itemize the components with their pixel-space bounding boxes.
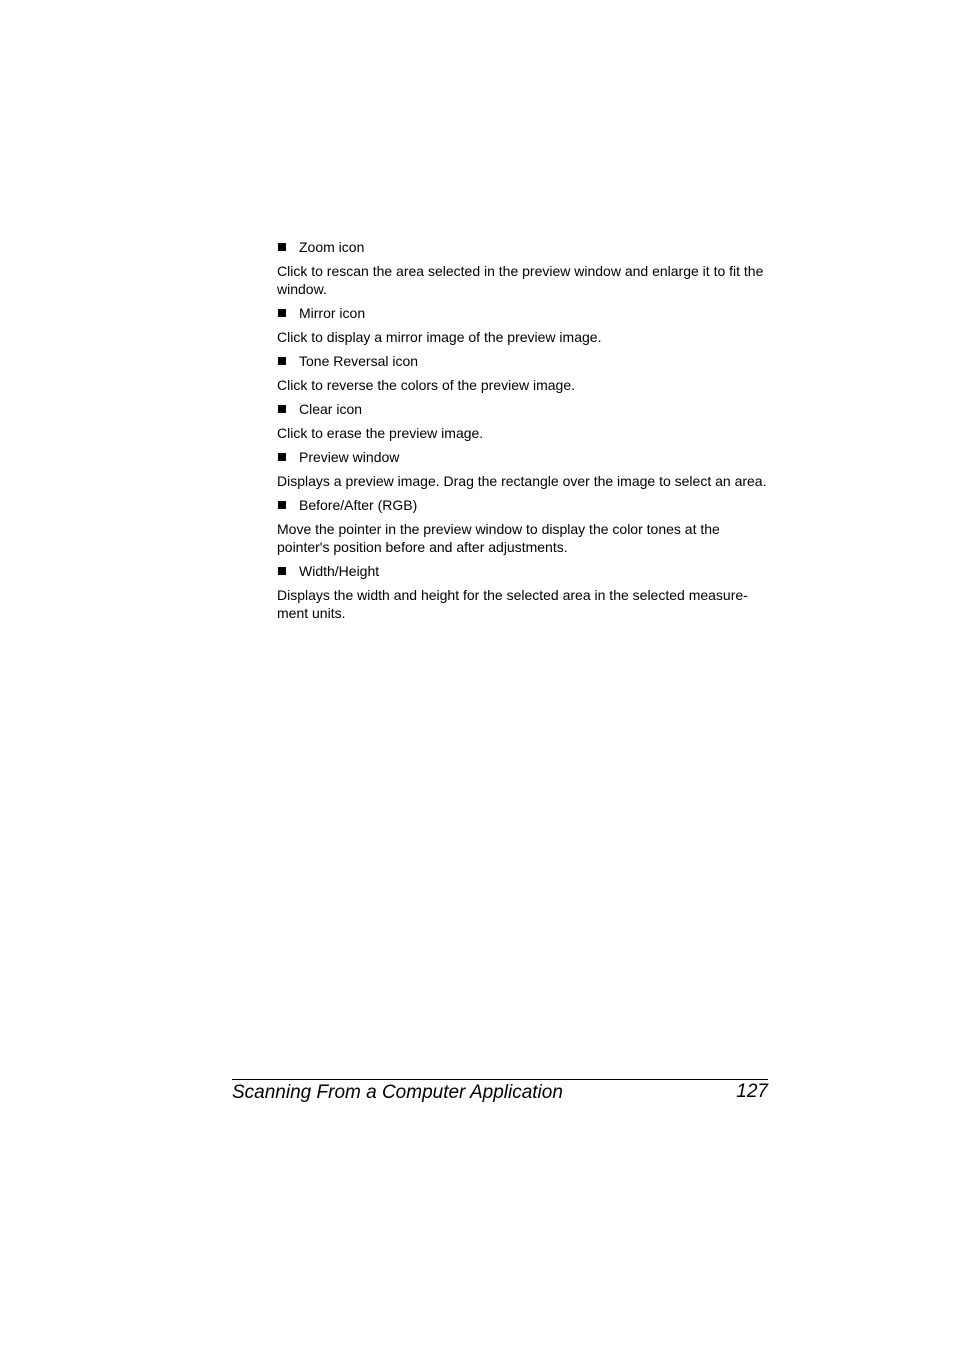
entry-tone-reversal-icon	[277, 352, 767, 394]
entry-title: Preview window	[299, 449, 400, 465]
footer-divider	[232, 1079, 768, 1080]
entry-heading	[277, 496, 767, 514]
entry-title: Before/After (RGB)	[299, 497, 418, 513]
entry-heading	[277, 352, 767, 370]
square-bullet-icon	[278, 243, 286, 251]
entry-description: Click to erase the preview image.	[277, 425, 484, 441]
entry-before-after-rgb	[277, 496, 767, 556]
entry-description: Click to rescan the area selected in the preview window and enlarge it to fit the window.	[277, 263, 764, 297]
entry-title: Tone Reversal icon	[299, 353, 419, 369]
entry-description: Click to reverse the colors of the preview image.	[277, 377, 576, 393]
entry-description: Displays a preview image. Drag the rectangle over the image to select an area.	[277, 473, 767, 489]
entry-description: Click to display a mirror image of the preview image.	[277, 329, 602, 345]
entry-heading	[277, 238, 767, 256]
entry-description: Move the pointer in the preview window to display the color tones at the pointer's position before and after adjustments.	[277, 521, 720, 555]
entry-title: Clear icon	[299, 401, 363, 417]
entry-title: Width/Height	[299, 563, 380, 579]
square-bullet-icon	[278, 501, 286, 509]
entry-heading	[277, 562, 767, 580]
entry-clear-icon	[277, 400, 767, 442]
entry-mirror-icon	[277, 304, 767, 346]
square-bullet-icon	[278, 357, 286, 365]
entry-title: Mirror icon	[299, 305, 366, 321]
square-bullet-icon	[278, 309, 286, 317]
entry-heading	[277, 400, 767, 418]
square-bullet-icon	[278, 453, 286, 461]
entry-preview-window	[277, 448, 767, 490]
entry-heading	[277, 304, 767, 322]
entry-zoom-icon	[277, 238, 767, 298]
page-number: 127	[736, 1081, 768, 1102]
entry-width-height	[277, 562, 767, 622]
entry-title: Zoom icon	[299, 239, 365, 255]
entry-list	[277, 238, 767, 628]
square-bullet-icon	[278, 567, 286, 575]
square-bullet-icon	[278, 405, 286, 413]
entry-heading	[277, 448, 767, 466]
entry-description: Displays the width and height for the selected area in the selected measure-ment units.	[277, 587, 748, 621]
footer-section-title: Scanning From a Computer Application	[232, 1082, 563, 1103]
